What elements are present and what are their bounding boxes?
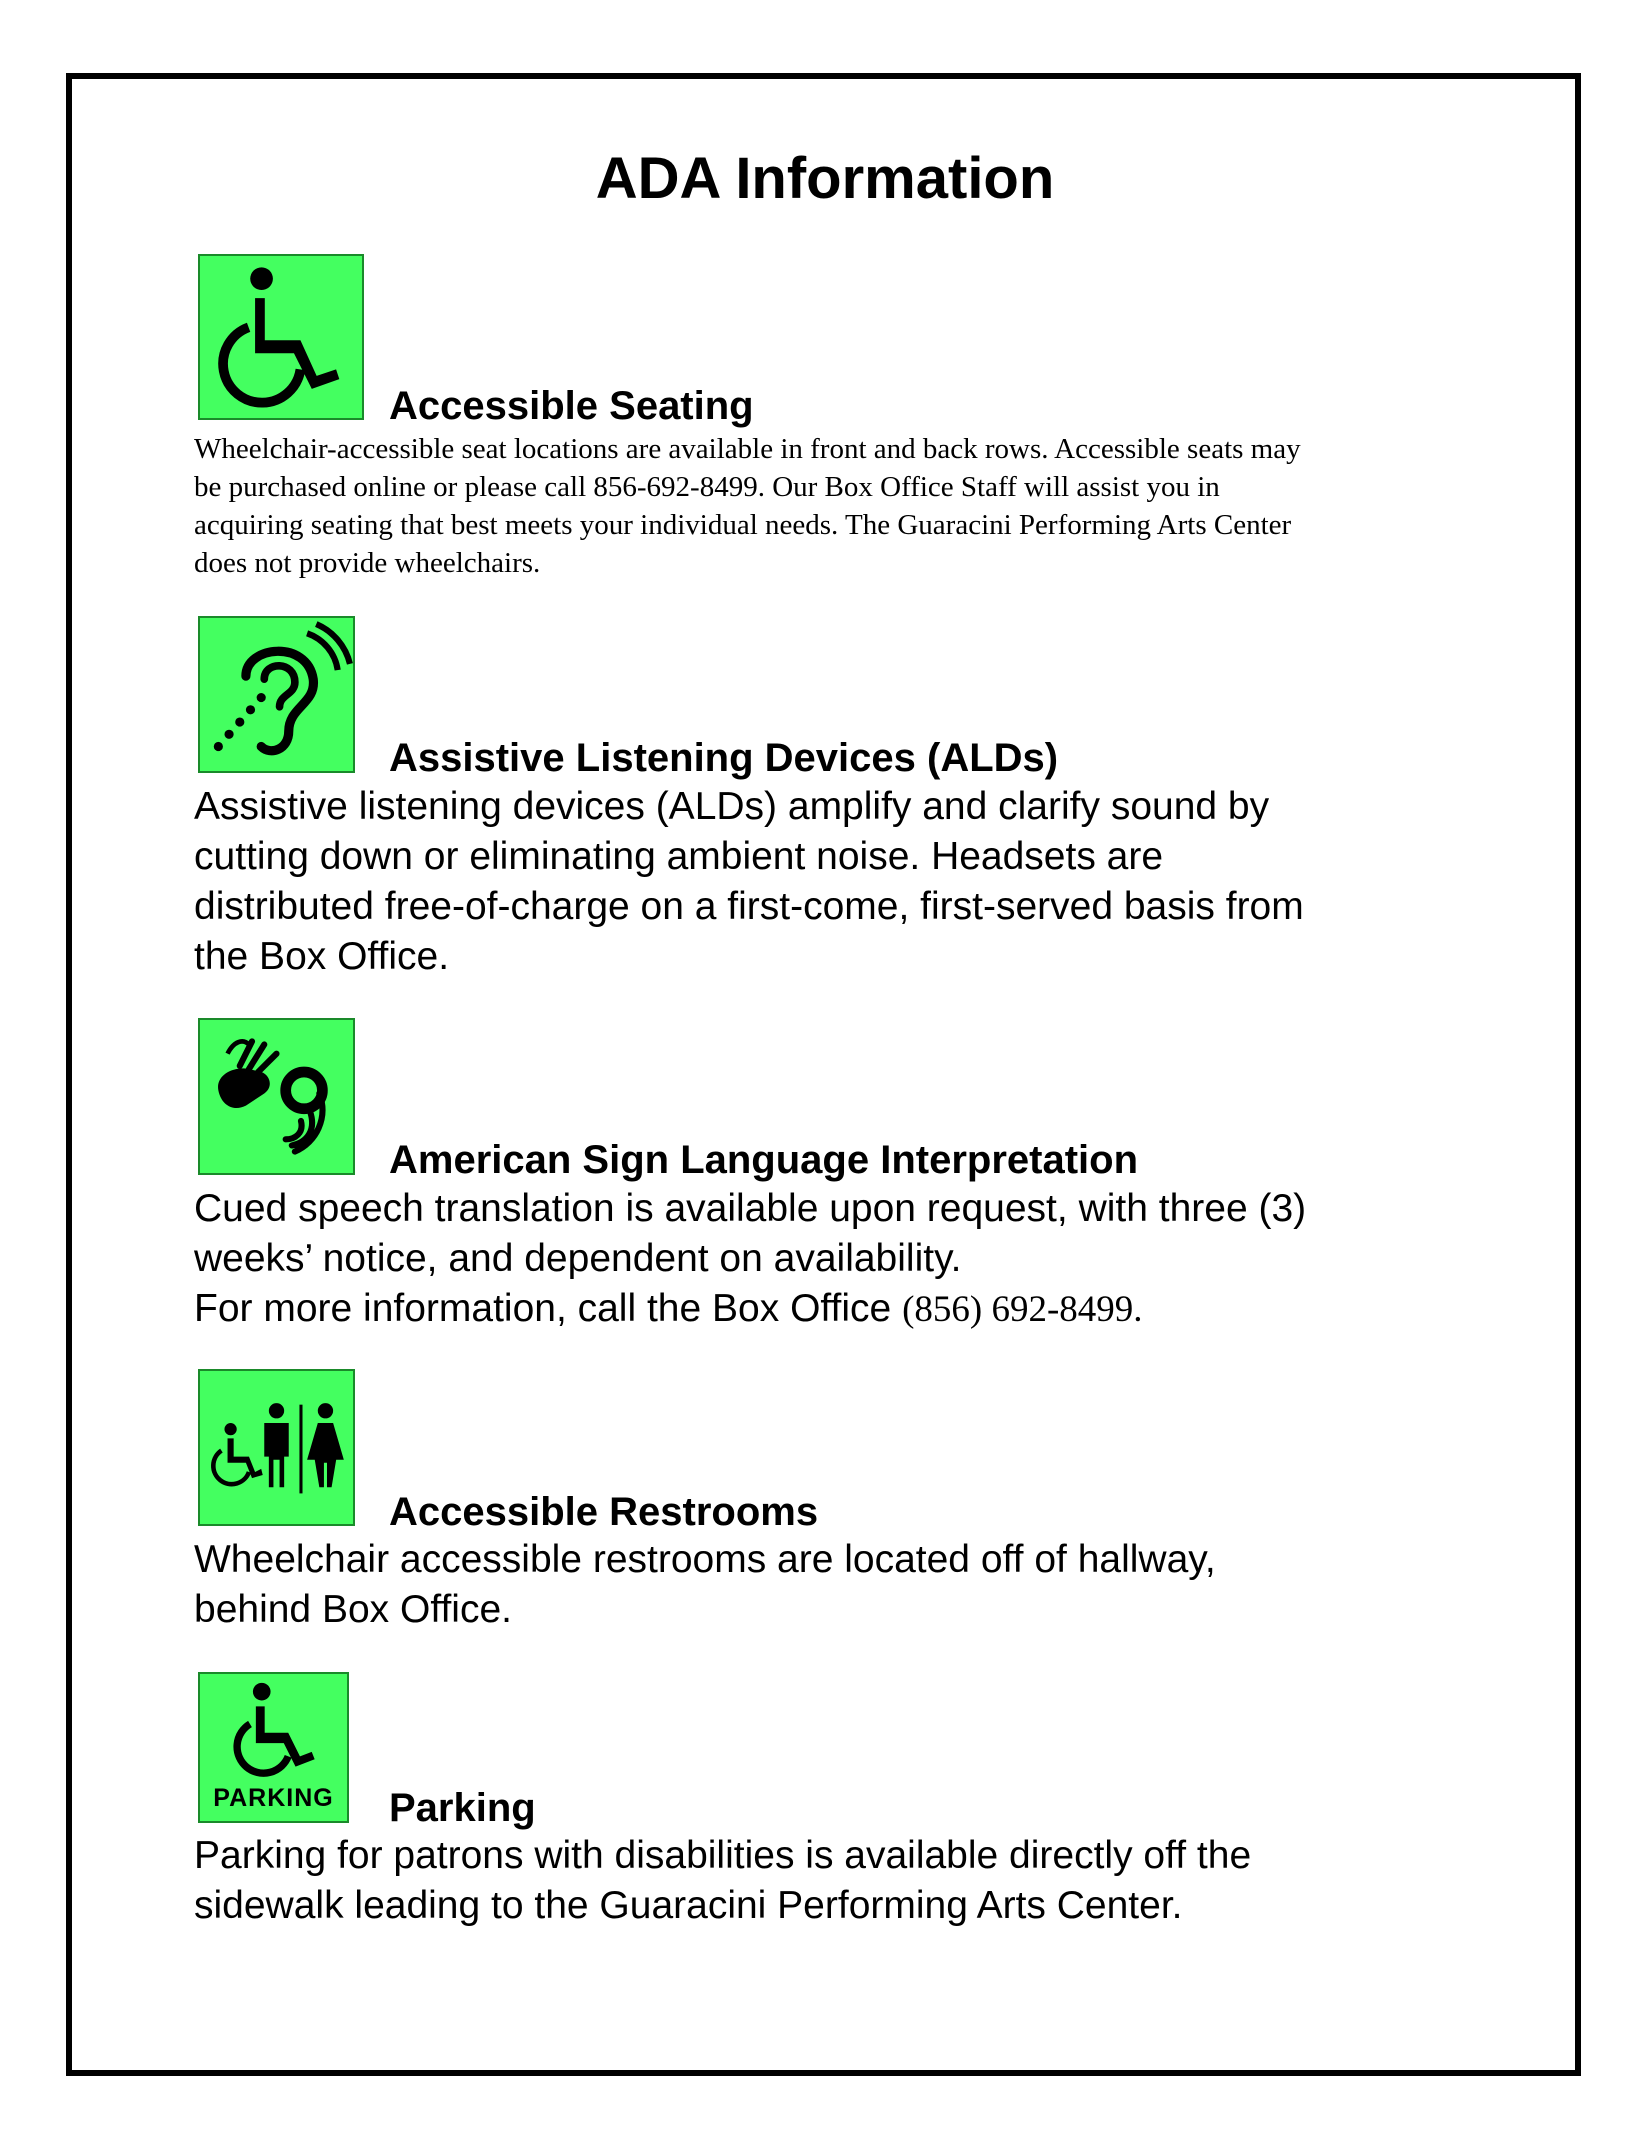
contact-prefix: For more information, call the Box Office (194, 1287, 903, 1330)
body-line: Cued speech translation is available upon request, with three (3) (194, 1187, 1307, 1230)
section-heading-sign-language: American Sign Language Interpretation (389, 1138, 1139, 1182)
body-line: behind Box Office. (194, 1588, 512, 1631)
section-heading-accessible-restrooms: Accessible Restrooms (389, 1490, 819, 1534)
section-body-sign-language (194, 1184, 1494, 1335)
body-line: Assistive listening devices (ALDs) amplify and clarify sound by (194, 785, 1270, 828)
body-line: cutting down or eliminating ambient noise. Headsets are (194, 835, 1164, 878)
body-line: acquiring seating that best meets your individual needs. The Guaracini Performing Arts Center (194, 509, 1292, 541)
accessible-parking-icon (198, 1672, 349, 1823)
wheelchair-icon (198, 254, 364, 420)
assistive-listening-ear-icon (198, 616, 355, 773)
body-line: be purchased online or please call 856-692-8499. Our Box Office Staff will assist you in (194, 471, 1220, 503)
body-line: sidewalk leading to the Guaracini Performing Arts Center. (194, 1884, 1183, 1927)
section-heading-accessible-seating: Accessible Seating (389, 384, 754, 428)
body-line: the Box Office. (194, 935, 450, 978)
body-line: Parking for patrons with disabilities is available directly off the (194, 1834, 1252, 1877)
section-heading-parking: Parking (389, 1786, 536, 1830)
body-line: Wheelchair accessible restrooms are located off of hallway, (194, 1538, 1216, 1581)
body-line: weeks’ notice, and dependent on availability. (194, 1237, 962, 1280)
sign-language-hands-icon (198, 1018, 355, 1175)
accessible-restroom-icon (198, 1369, 355, 1526)
box-office-phone: (856) 692-8499. (902, 1289, 1143, 1330)
parking-label: PARKING (213, 1784, 334, 1812)
body-line-contact (194, 1284, 1494, 1335)
section-heading-assistive-listening: Assistive Listening Devices (ALDs) (389, 736, 1059, 780)
body-line: distributed free-of-charge on a first-come, first-served basis from (194, 885, 1304, 928)
section-body-assistive-listening (194, 782, 1494, 982)
body-line: Wheelchair-accessible seat locations are available in front and back rows. Accessible seats may (194, 433, 1301, 465)
section-body-accessible-seating (194, 430, 1494, 582)
section-body-parking (194, 1831, 1494, 1931)
body-line: does not provide wheelchairs. (194, 547, 541, 579)
page-title: ADA Information (595, 146, 1055, 211)
section-body-accessible-restrooms (194, 1535, 1494, 1635)
